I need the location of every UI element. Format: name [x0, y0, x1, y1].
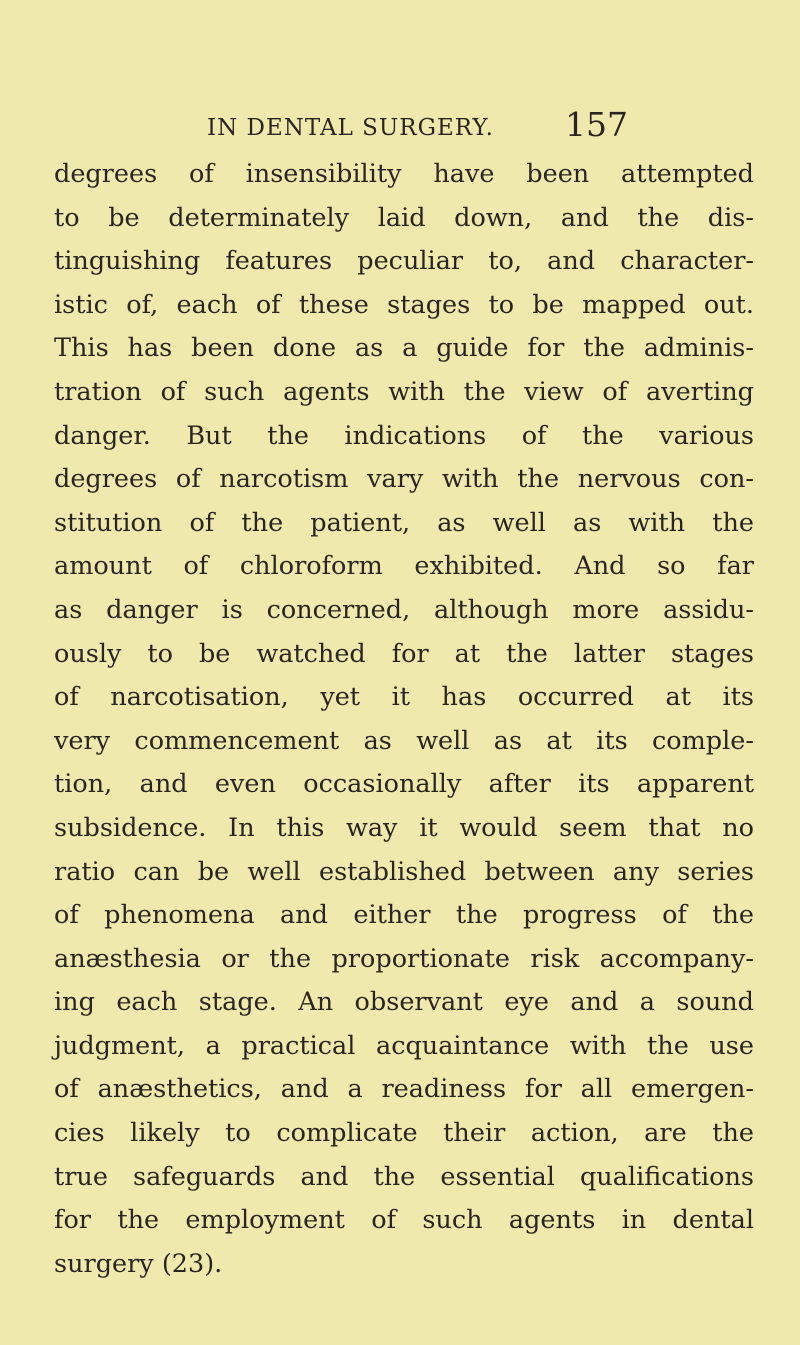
text-line: very commencement as well as at its comple-: [54, 725, 754, 756]
text-line: degrees of insensibility have been attempted: [54, 159, 754, 189]
text-line: judgment, a practical acquaintance with the use: [54, 1030, 754, 1061]
page-number: 157: [565, 105, 628, 144]
text-line: true safeguards and the essential qualifications: [54, 1161, 754, 1192]
running-head: [0, 104, 800, 154]
text-line: stitution of the patient, as well as with the: [54, 507, 754, 538]
text-line: of narcotisation, yet it has occurred at its: [54, 682, 754, 713]
text-line: cies likely to complicate their action, are the: [54, 1118, 754, 1149]
text-line: ing each stage. An observant eye and a sound: [54, 987, 754, 1018]
text-line: degrees of narcotism vary with the nervous con-: [54, 464, 754, 495]
running-head-title: IN DENTAL SURGERY.: [207, 115, 494, 141]
text-line: ratio can be well established between any series: [54, 856, 754, 887]
text-line: to be determinately laid down, and the dis-: [54, 202, 754, 233]
text-line: for the employment of such agents in dental: [54, 1205, 754, 1236]
text-line: This has been done as a guide for the adminis-: [54, 333, 754, 364]
text-line-last: surgery (23).: [54, 1248, 223, 1279]
text-line: tion, and even occasionally after its apparent: [54, 769, 754, 800]
text-line: of phenomena and either the progress of the: [54, 900, 754, 931]
text-line: tinguishing features peculiar to, and character-: [54, 246, 754, 277]
text-line: amount of chloroform exhibited. And so far: [54, 551, 754, 582]
text-line: of anæsthetics, and a readiness for all emergen-: [54, 1074, 754, 1105]
text-line: danger. But the indications of the various: [54, 420, 754, 451]
text-line: istic of, each of these stages to be mapped out.: [54, 289, 754, 320]
text-line: ously to be watched for at the latter stages: [54, 638, 754, 669]
text-line: tration of such agents with the view of averting: [54, 376, 754, 407]
body-paragraph: [54, 153, 754, 1286]
text-line: as danger is concerned, although more assidu-: [54, 594, 754, 625]
text-line: anæsthesia or the proportionate risk accompany-: [54, 943, 754, 974]
text-line: subsidence. In this way it would seem that no: [54, 812, 754, 843]
